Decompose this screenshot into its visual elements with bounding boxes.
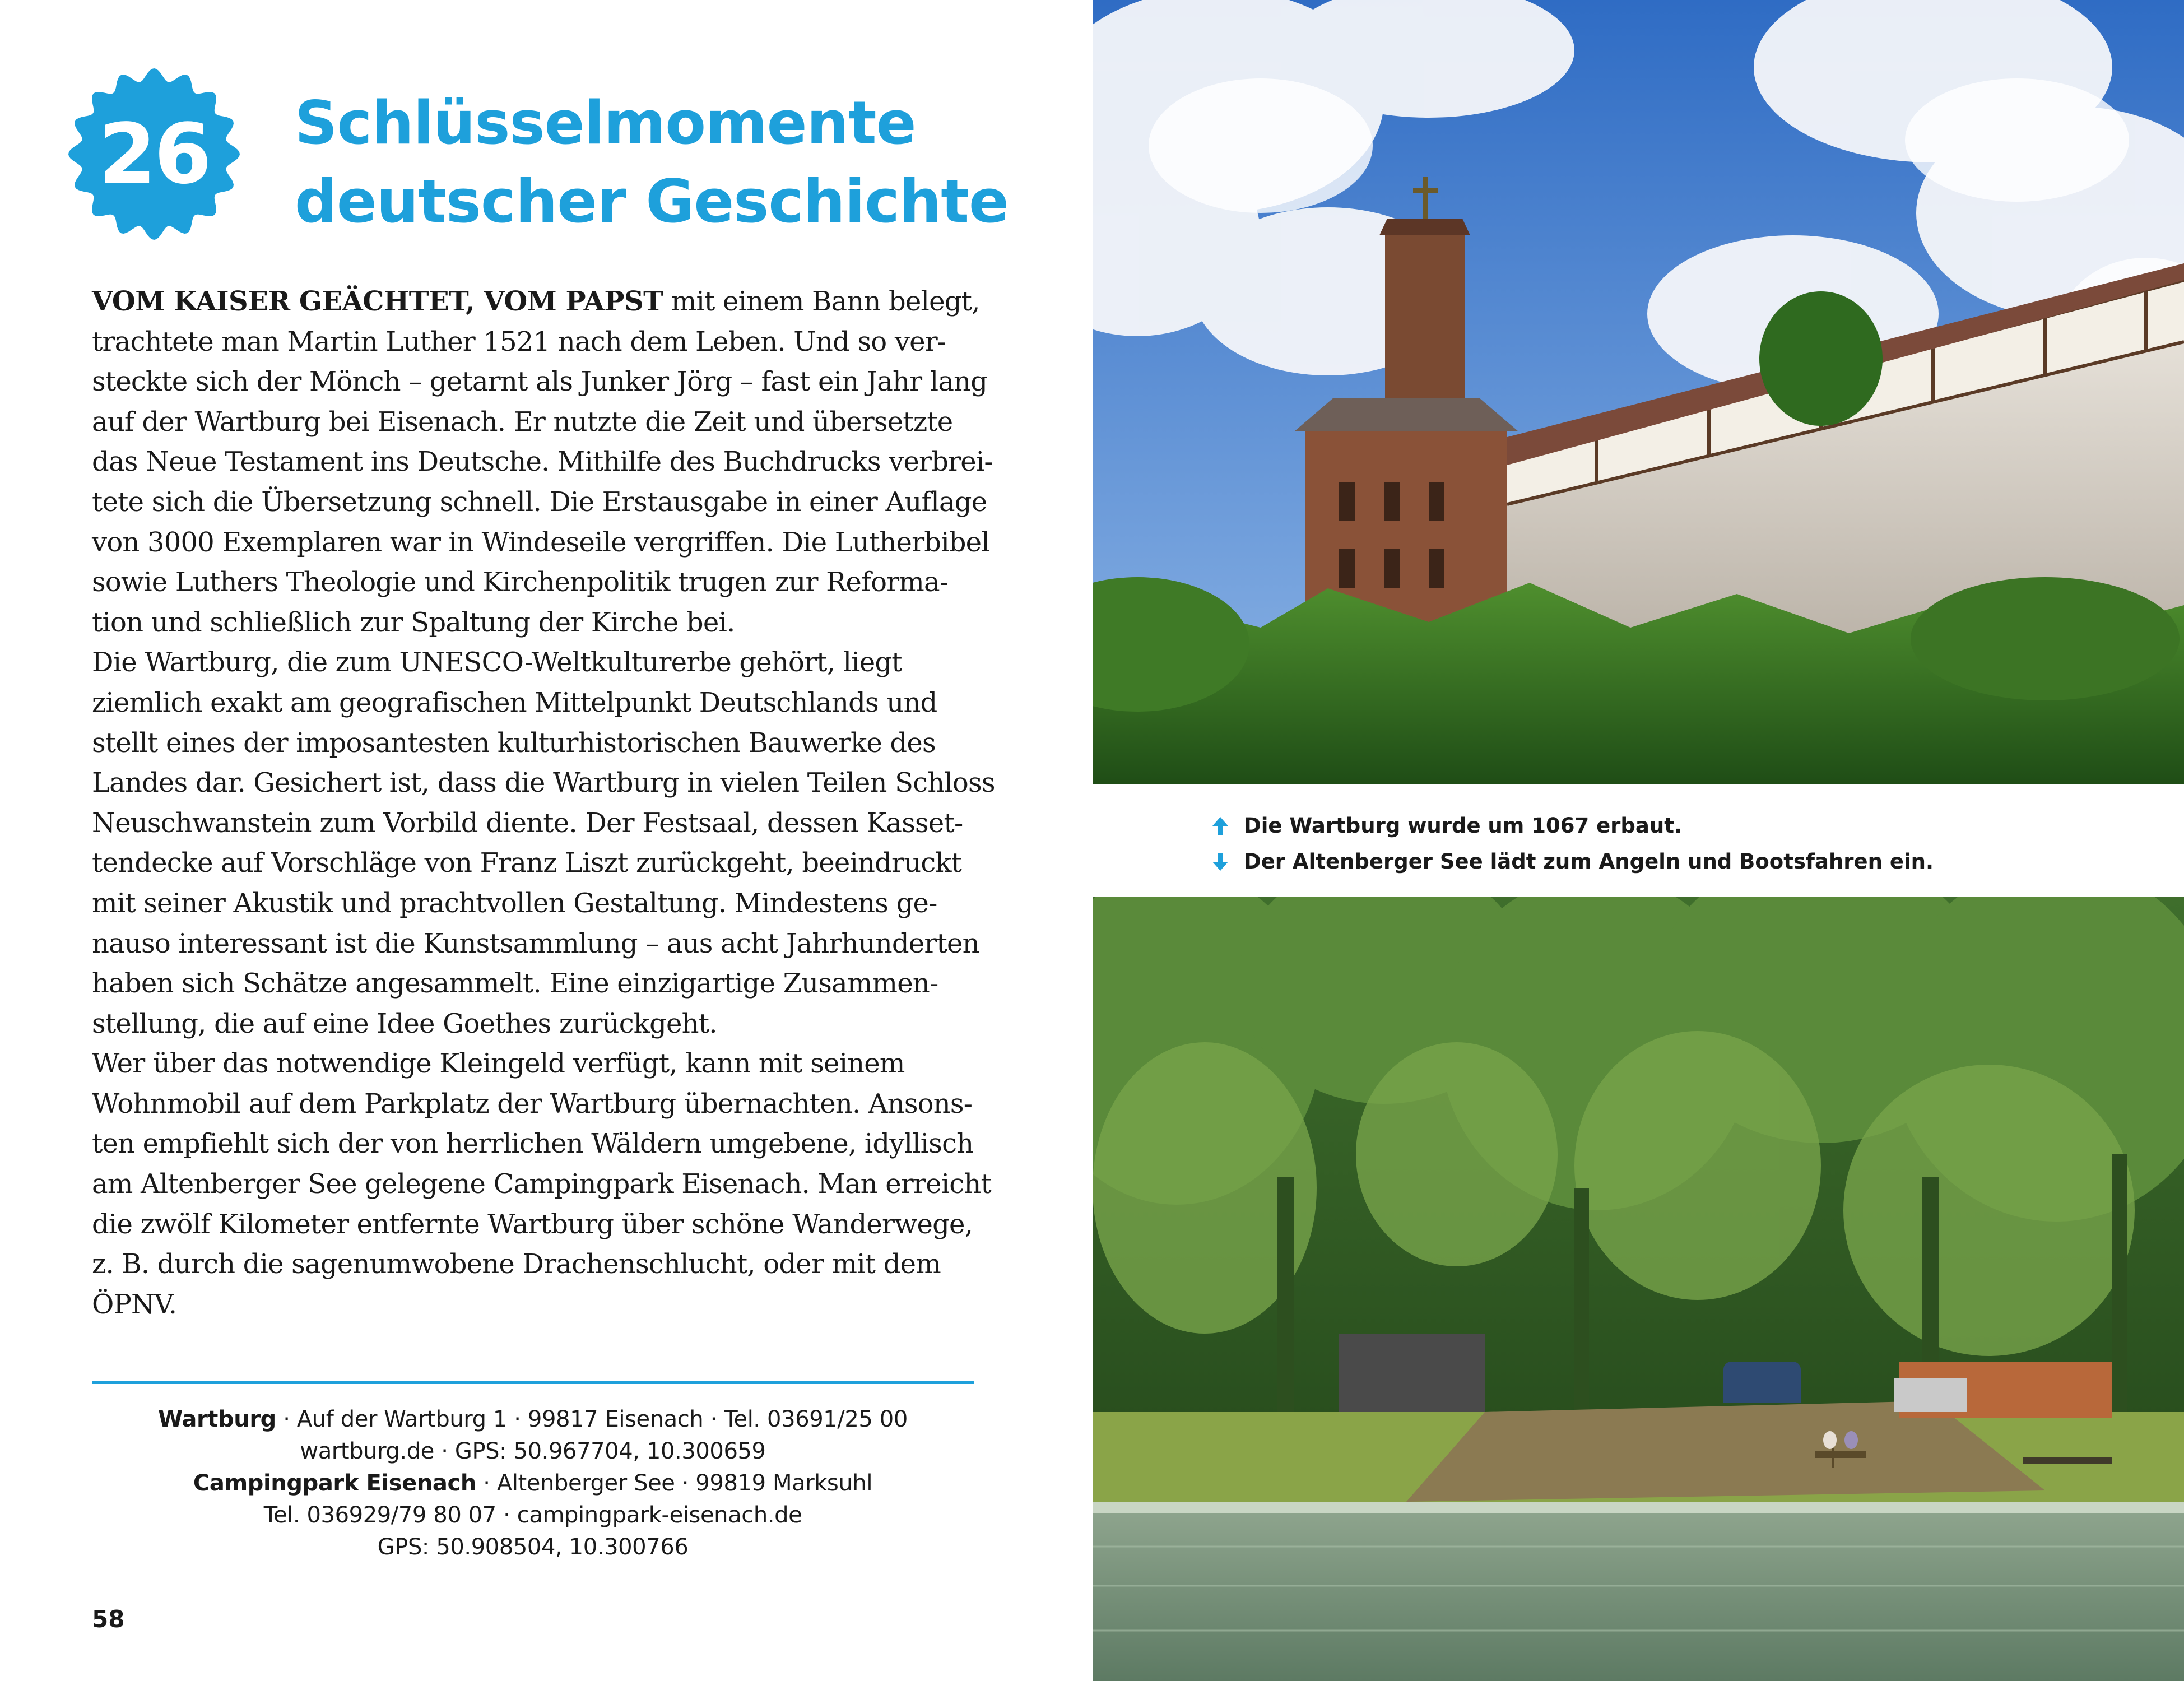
article-line: tete sich die Übersetzung schnell. Die Erstausgabe in einer Auflage	[92, 486, 987, 518]
chapter-badge	[67, 67, 241, 241]
article-line: steckte sich der Mönch – getarnt als Junker Jörg – fast ein Jahr lang	[92, 366, 988, 398]
wartburg-details: · Auf der Wartburg 1 · 99817 Eisenach · Tel. 03691/25 00	[276, 1406, 908, 1432]
wartburg-castle-image	[1093, 0, 2184, 784]
caption-top-text: Die Wartburg wurde um 1067 erbaut.	[1244, 814, 1682, 838]
article-line: stellt eines der imposantesten kulturhistorischen Bauwerke des	[92, 727, 936, 759]
photo-captions	[1209, 808, 2162, 880]
article-line: Landes dar. Gesichert ist, dass die Wartburg in vielen Teilen Schloss	[92, 767, 995, 799]
article-line-text: mit einem Bann belegt,	[663, 286, 980, 317]
article-line: ten empfiehlt sich der von herrlichen Wäldern umgebene, idyllisch	[92, 1128, 974, 1160]
article-line: das Neue Testament ins Deutsche. Mithilfe des Buchdrucks verbrei-	[92, 446, 993, 478]
article-line: Die Wartburg, die zum UNESCO-Weltkulturerbe gehört, liegt	[92, 647, 902, 679]
info-divider	[92, 1381, 974, 1384]
article-line: tion und schließlich zur Spaltung der Kirche bei.	[92, 606, 735, 638]
arrow-up-icon	[1209, 815, 1232, 837]
article-line: z. B. durch die sagenumwobene Drachenschlucht, oder mit dem	[92, 1248, 941, 1280]
camping-details: · Altenberger See · 99819 Marksuhl	[476, 1470, 873, 1496]
caption-top	[1209, 808, 2162, 844]
article-body	[92, 282, 995, 1325]
article-line: haben sich Schätze angesammelt. Eine einzigartige Zusammen-	[92, 968, 938, 1000]
wartburg-web-gps: wartburg.de · GPS: 50.967704, 10.300659	[300, 1438, 766, 1464]
contact-info	[92, 1404, 974, 1563]
article-line-1	[92, 282, 980, 322]
wartburg-photo	[1093, 0, 2184, 784]
altenberger-see-image	[1093, 897, 2184, 1681]
caption-bottom	[1209, 844, 2162, 880]
camping-name: Campingpark Eisenach	[193, 1470, 476, 1496]
article-line: Neuschwanstein zum Vorbild diente. Der Festsaal, dessen Kasset-	[92, 807, 963, 839]
article-line: mit seiner Akustik und prachtvollen Gestaltung. Mindestens ge-	[92, 887, 937, 919]
article-line: ziemlich exakt am geografischen Mittelpunkt Deutschlands und	[92, 686, 937, 718]
arrow-down-icon	[1209, 851, 1232, 873]
right-page	[1093, 0, 2184, 1681]
chapter-number: 26	[99, 106, 210, 202]
contact-row-camping	[92, 1468, 974, 1499]
contact-row-wartburg	[92, 1404, 974, 1436]
article-lead: VOM KAISER GEÄCHTET, VOM PAPST	[92, 286, 663, 317]
left-page	[0, 0, 1081, 1681]
article-line: am Altenberger See gelegene Campingpark Eisenach. Man erreicht	[92, 1168, 991, 1200]
article-line: Wer über das notwendige Kleingeld verfügt, kann mit seinem	[92, 1048, 905, 1080]
article-line: trachtete man Martin Luther 1521 nach dem Leben. Und so ver-	[92, 326, 946, 357]
camping-tel-web: Tel. 036929/79 80 07 · campingpark-eisenach.de	[263, 1502, 802, 1528]
article-line: Wohnmobil auf dem Parkplatz der Wartburg übernachten. Ansons-	[92, 1088, 973, 1120]
article-line: auf der Wartburg bei Eisenach. Er nutzte die Zeit und übersetzte	[92, 406, 953, 438]
article-line: die zwölf Kilometer entfernte Wartburg über schöne Wanderwege,	[92, 1208, 973, 1240]
caption-bottom-text: Der Altenberger See lädt zum Angeln und Bootsfahren ein.	[1244, 849, 1934, 874]
camping-gps: GPS: 50.908504, 10.300766	[377, 1534, 689, 1560]
article-line: stellung, die auf eine Idee Goethes zurückgeht.	[92, 1007, 717, 1039]
article-line: tendecke auf Vorschläge von Franz Liszt zurückgeht, beeindruckt	[92, 847, 962, 879]
lake-photo	[1093, 897, 2184, 1681]
article-line: nauso interessant ist die Kunstsammlung – aus acht Jahrhunderten	[92, 927, 979, 959]
article-line: ÖPNV.	[92, 1288, 177, 1320]
article-line: von 3000 Exemplaren war in Windeseile vergriffen. Die Lutherbibel	[92, 526, 989, 558]
title-line: Schlüsselmomente	[295, 89, 916, 157]
wartburg-name: Wartburg	[158, 1406, 276, 1432]
page-number: 58	[92, 1605, 125, 1633]
page-title	[295, 84, 1045, 241]
article-line: sowie Luthers Theologie und Kirchenpolitik trugen zur Reforma-	[92, 566, 949, 598]
title-line: deutscher Geschichte	[295, 167, 1009, 236]
